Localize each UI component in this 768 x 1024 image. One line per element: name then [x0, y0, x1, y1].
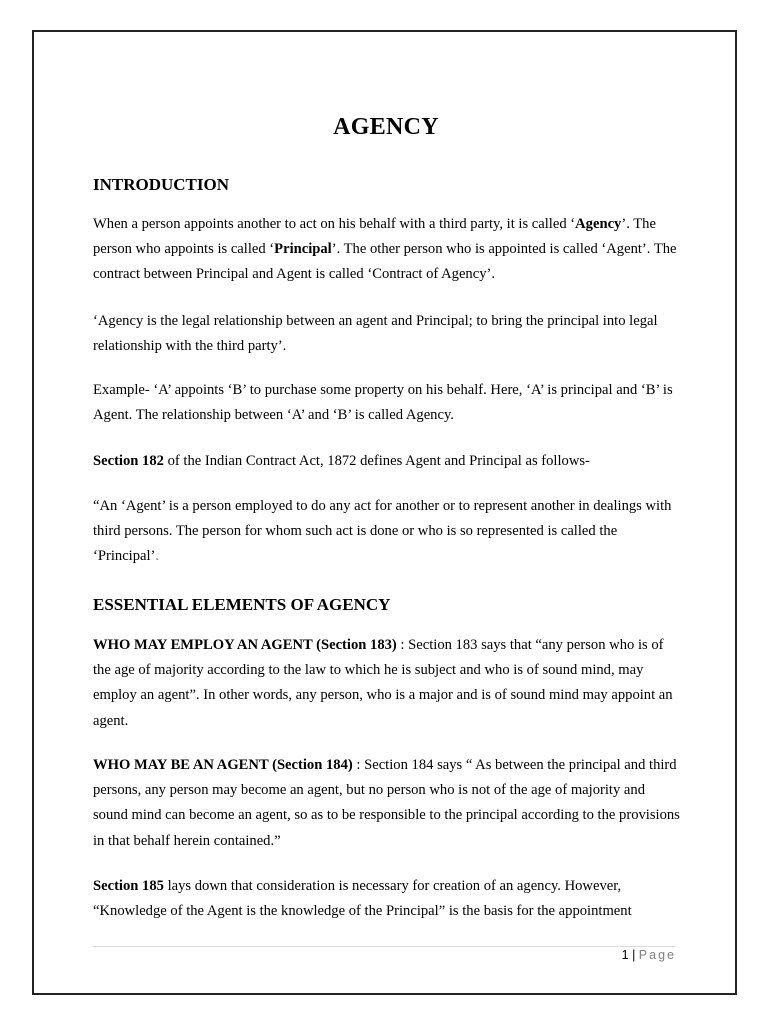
essential-elements-heading: ESSENTIAL ELEMENTS OF AGENCY	[93, 595, 391, 614]
term-principal: Principal	[274, 241, 332, 258]
intro-paragraph-5: “An ‘Agent’ is a person employed to do any act for another or to represent another in dealings with third persons. The person for whom such act is done or who is so represented is called the ‘Principal’.	[93, 498, 672, 565]
introduction-heading: INTRODUCTION	[93, 175, 230, 194]
document-title: AGENCY	[333, 114, 439, 140]
intro-paragraph-4: Section 182 of the Indian Contract Act, 1872 defines Agent and Principal as follows-	[93, 453, 590, 469]
elements-paragraph-2: WHO MAY BE AN AGENT (Section 184) : Section 184 says “ As between the principal and third persons, any person may become an agent, but no person who is not of the age of majority and sound mind can become an agent, so as to be responsible to the principal according to the provisions in that behalf herein contained.”	[93, 757, 680, 849]
section-184-heading: WHO MAY BE AN AGENT (Section 184)	[93, 757, 353, 773]
intro-paragraph-3: Example- ‘A’ appoints ‘B’ to purchase some property on his behalf. Here, ‘A’ is principal and ‘B’ is Agent. The relationship between ‘A’ and ‘B’ is called Agency.	[93, 382, 673, 424]
footer-separator: |	[632, 948, 636, 962]
page-footer	[560, 946, 676, 964]
intro-paragraph-2: ‘Agency is the legal relationship between an agent and Principal; to bring the principal into legal relationship with the third party’.	[93, 313, 658, 355]
elements-paragraph-1: WHO MAY EMPLOY AN AGENT (Section 183) : Section 183 says that “any person who is of the age of majority according to the law to which he is subject and who is of sound mind, may employ an agent”. In other words, any person, who is a major and is of sound mind may appoint an agent.	[93, 637, 673, 729]
section-185-label: Section 185	[93, 878, 164, 894]
page-label: Page	[638, 948, 676, 962]
section-182-label: Section 182	[93, 453, 164, 469]
intro-paragraph-1: When a person appoints another to act on his behalf with a third party, it is called ‘Agency’. The person who appoints is called ‘Principal’. The other person who is appointed is called ‘Agent’. The contract between Principal and Agent is called ‘Contract of Agency’.	[93, 216, 677, 283]
term-agency: Agency	[575, 216, 622, 232]
section-183-heading: WHO MAY EMPLOY AN AGENT (Section 183)	[93, 637, 397, 653]
elements-paragraph-3: Section 185 lays down that consideration is necessary for creation of an agency. However, “Knowledge of the Agent is the knowledge of the Principal” is the basis for the appointment	[93, 878, 632, 920]
page-number: 1	[621, 948, 629, 962]
